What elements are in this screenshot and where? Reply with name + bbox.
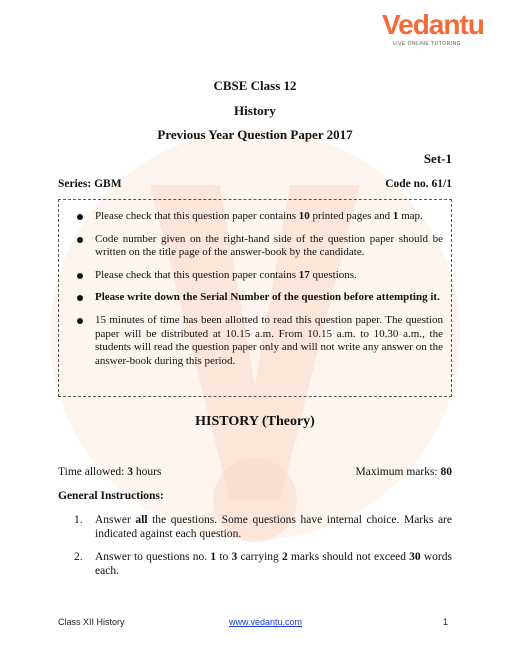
text-run: 10 — [298, 210, 310, 222]
maximum-marks — [356, 466, 452, 478]
notes-list — [59, 200, 451, 368]
text-run: 30 — [409, 551, 421, 563]
text-run: questions. — [309, 268, 357, 281]
text-run: Please write down the Serial Number of the question before attempting it. — [95, 291, 440, 304]
instruction-text — [95, 550, 452, 578]
general-instructions-title: General Instructions: — [58, 490, 164, 502]
text-run: Please check that this question paper contains — [95, 210, 299, 222]
bullet-icon — [77, 318, 83, 324]
note-item — [71, 291, 443, 305]
text-run: map. — [398, 210, 423, 222]
section-title: HISTORY (Theory) — [195, 414, 315, 429]
instruction-number: 1. — [74, 514, 83, 526]
page-number: 1 — [442, 617, 448, 627]
vedantu-logo[interactable] — [382, 9, 484, 54]
text-run: carrying — [237, 551, 282, 563]
text-run: all — [135, 514, 148, 526]
text-run: Code number given on the right-hand side of the question paper should be written on the title page of the answer-book by the candidate. — [95, 232, 443, 259]
time-value: 3 — [127, 466, 133, 478]
text-run: 3 — [231, 551, 238, 563]
time-unit: hours — [132, 466, 162, 478]
candidate-notes-box — [58, 199, 452, 397]
text-run: 17 — [298, 268, 310, 281]
bullet-icon — [77, 295, 83, 301]
note-item — [71, 314, 443, 368]
marks-label: Maximum marks: — [355, 466, 441, 478]
footer-link[interactable]: www.vedantu.com — [229, 617, 303, 627]
text-run: 1 — [392, 210, 399, 222]
instruction-number: 2. — [74, 551, 83, 563]
logo-brand: Vedantu — [382, 9, 484, 40]
text-run: words each. — [95, 551, 452, 577]
code-number: Code no. 61/1 — [385, 178, 452, 190]
subject-title: History — [234, 103, 276, 118]
text-run: 15 minutes of time has been allotted to read this question paper. The question paper will be distributed at 10.15 a.m. From 10.15 a.m. to 10.30 a.m., the students will read the question paper only and will not write any answer on the answer-book during this period. — [95, 313, 443, 367]
paper-title: Previous Year Question Paper 2017 — [157, 127, 353, 142]
text-run: 1 — [210, 551, 217, 563]
bullet-icon — [77, 214, 83, 220]
text-run: Please check that this question paper contains — [95, 268, 299, 281]
text-run: printed pages and — [309, 210, 393, 222]
time-label: Time allowed: — [58, 466, 128, 478]
text-run: to — [216, 551, 232, 563]
series-label: Series: GBM — [58, 178, 122, 190]
set-label: Set-1 — [423, 151, 452, 166]
text-run: marks should not exceed — [287, 551, 410, 563]
instruction-text — [95, 513, 452, 541]
text-run: 2 — [281, 551, 288, 563]
time-allowed — [58, 466, 161, 478]
footer-left: Class XII History — [58, 617, 125, 627]
note-item — [71, 210, 443, 224]
bullet-icon — [77, 273, 83, 279]
bullet-icon — [77, 237, 83, 243]
note-item — [71, 269, 443, 283]
text-run: Answer — [95, 514, 136, 526]
text-run: the questions. Some questions have internal choice. Marks are indicated against each question. — [95, 514, 452, 540]
instruction-item — [58, 550, 452, 578]
note-item — [71, 233, 443, 260]
instruction-item — [58, 513, 452, 541]
marks-value: 80 — [440, 466, 452, 478]
exam-board-title: CBSE Class 12 — [213, 78, 297, 93]
text-run: Answer to questions no. — [95, 551, 211, 563]
logo-tagline: LIVE ONLINE TUTORING — [392, 41, 462, 47]
